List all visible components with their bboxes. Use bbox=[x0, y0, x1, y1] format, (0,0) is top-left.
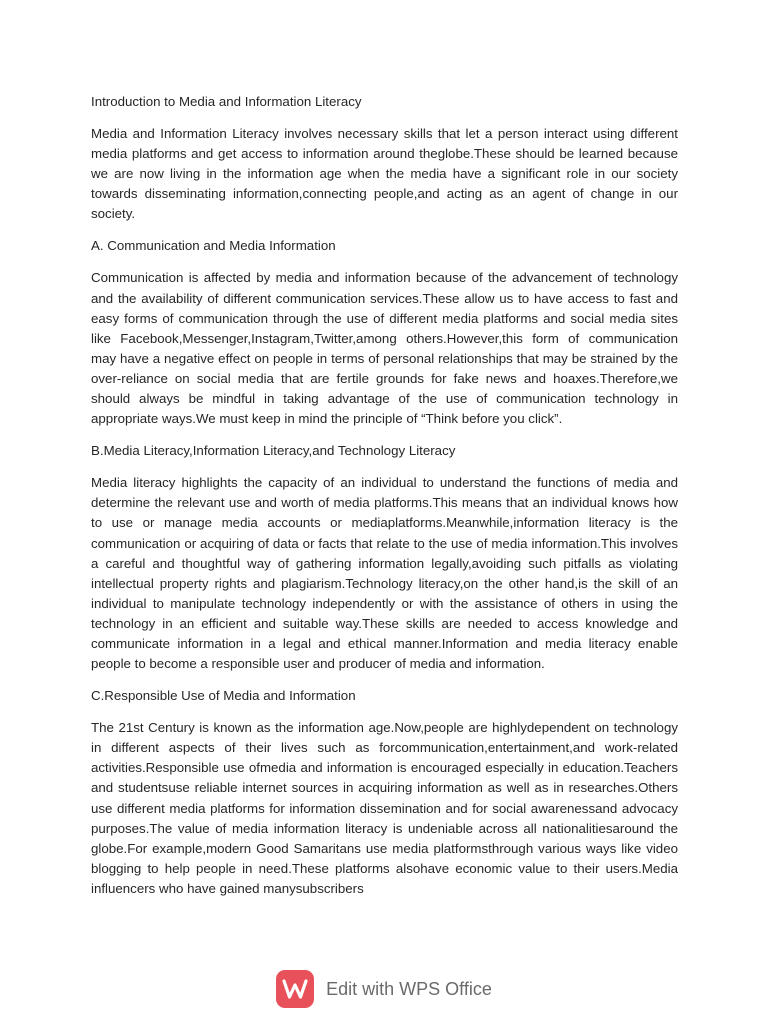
intro-paragraph: Media and Information Literacy involves necessary skills that let a person interact using different media platforms and get access to information around theglobe.These should be learned because we are now living in the information age when the media have a significant role in our society towards disseminating information,connecting people,and acting as an agent of change in our society. bbox=[91, 126, 678, 222]
section-a-heading: A. Communication and Media Information bbox=[91, 238, 336, 254]
section-c-heading: C.Responsible Use of Media and Information bbox=[91, 688, 356, 704]
document-title: Introduction to Media and Information Literacy bbox=[91, 94, 362, 109]
wps-w-logo-icon[interactable] bbox=[276, 970, 314, 1008]
section-b-heading: B.Media Literacy,Information Literacy,and Technology Literacy bbox=[91, 443, 456, 459]
document-page bbox=[91, 92, 678, 911]
section-a-body: Communication is affected by media and information because of the advancement of technology and the availability of different communication services.These allow us to have access to fast and easy forms of communication through the use of different media platforms and social media sites like Facebook,Messenger,Instagram,Twitter,among others.However,this form of communication may have a negative effect on people in terms of personal relationships that may be strained by the over-reliance on social media that are fertile grounds for fake news and hoaxes.Therefore,we should always be mindful in taking advantage of the use of communication technology in appropriate ways.We must keep in mind the principle of “Think before you click”. bbox=[91, 270, 678, 427]
wps-edit-banner[interactable] bbox=[0, 968, 768, 1010]
section-b-body: Media literacy highlights the capacity of an individual to understand the functions of media and determine the relevant use and worth of media platforms.This means that an individual knows how to use or manage media accounts or mediaplatforms.Meanwhile,information literacy is the communication or acquiring of data or facts that relate to the use of media information.This involves a careful and thoughtful way of gathering information legally,avoiding such pitfalls as violating intellectual property rights and plagiarism.Technology literacy,on the other hand,is the skill of an individual to manipulate technology independently or with the assistance of others in using the technology in an efficient and suitable way.These skills are needed to access knowledge and communicate information in a legal and ethical manner.Information and media literacy enable people to become a responsible user and producer of media and information. bbox=[91, 475, 678, 672]
section-c-body: The 21st Century is known as the information age.Now,people are highlydependent on technology in different aspects of their lives such as forcommunication,entertainment,and work-related activities.Responsible use ofmedia and information is encouraged especially in education.Teachers and studentsuse reliable internet sources in acquiring information as well as in researches.Others use different media platforms for information dissemination and for social awarenessand advocacy purposes.The value of media information literacy is undeniable across all nationalitiesaround the globe.For example,modern Good Samaritans use media platformsthrough various ways like video blogging to help people in need.These platforms alsohave economic value to their users.Media influencers who have gained manysubscribers bbox=[91, 720, 678, 896]
wps-edit-link[interactable]: Edit with WPS Office bbox=[326, 978, 492, 999]
